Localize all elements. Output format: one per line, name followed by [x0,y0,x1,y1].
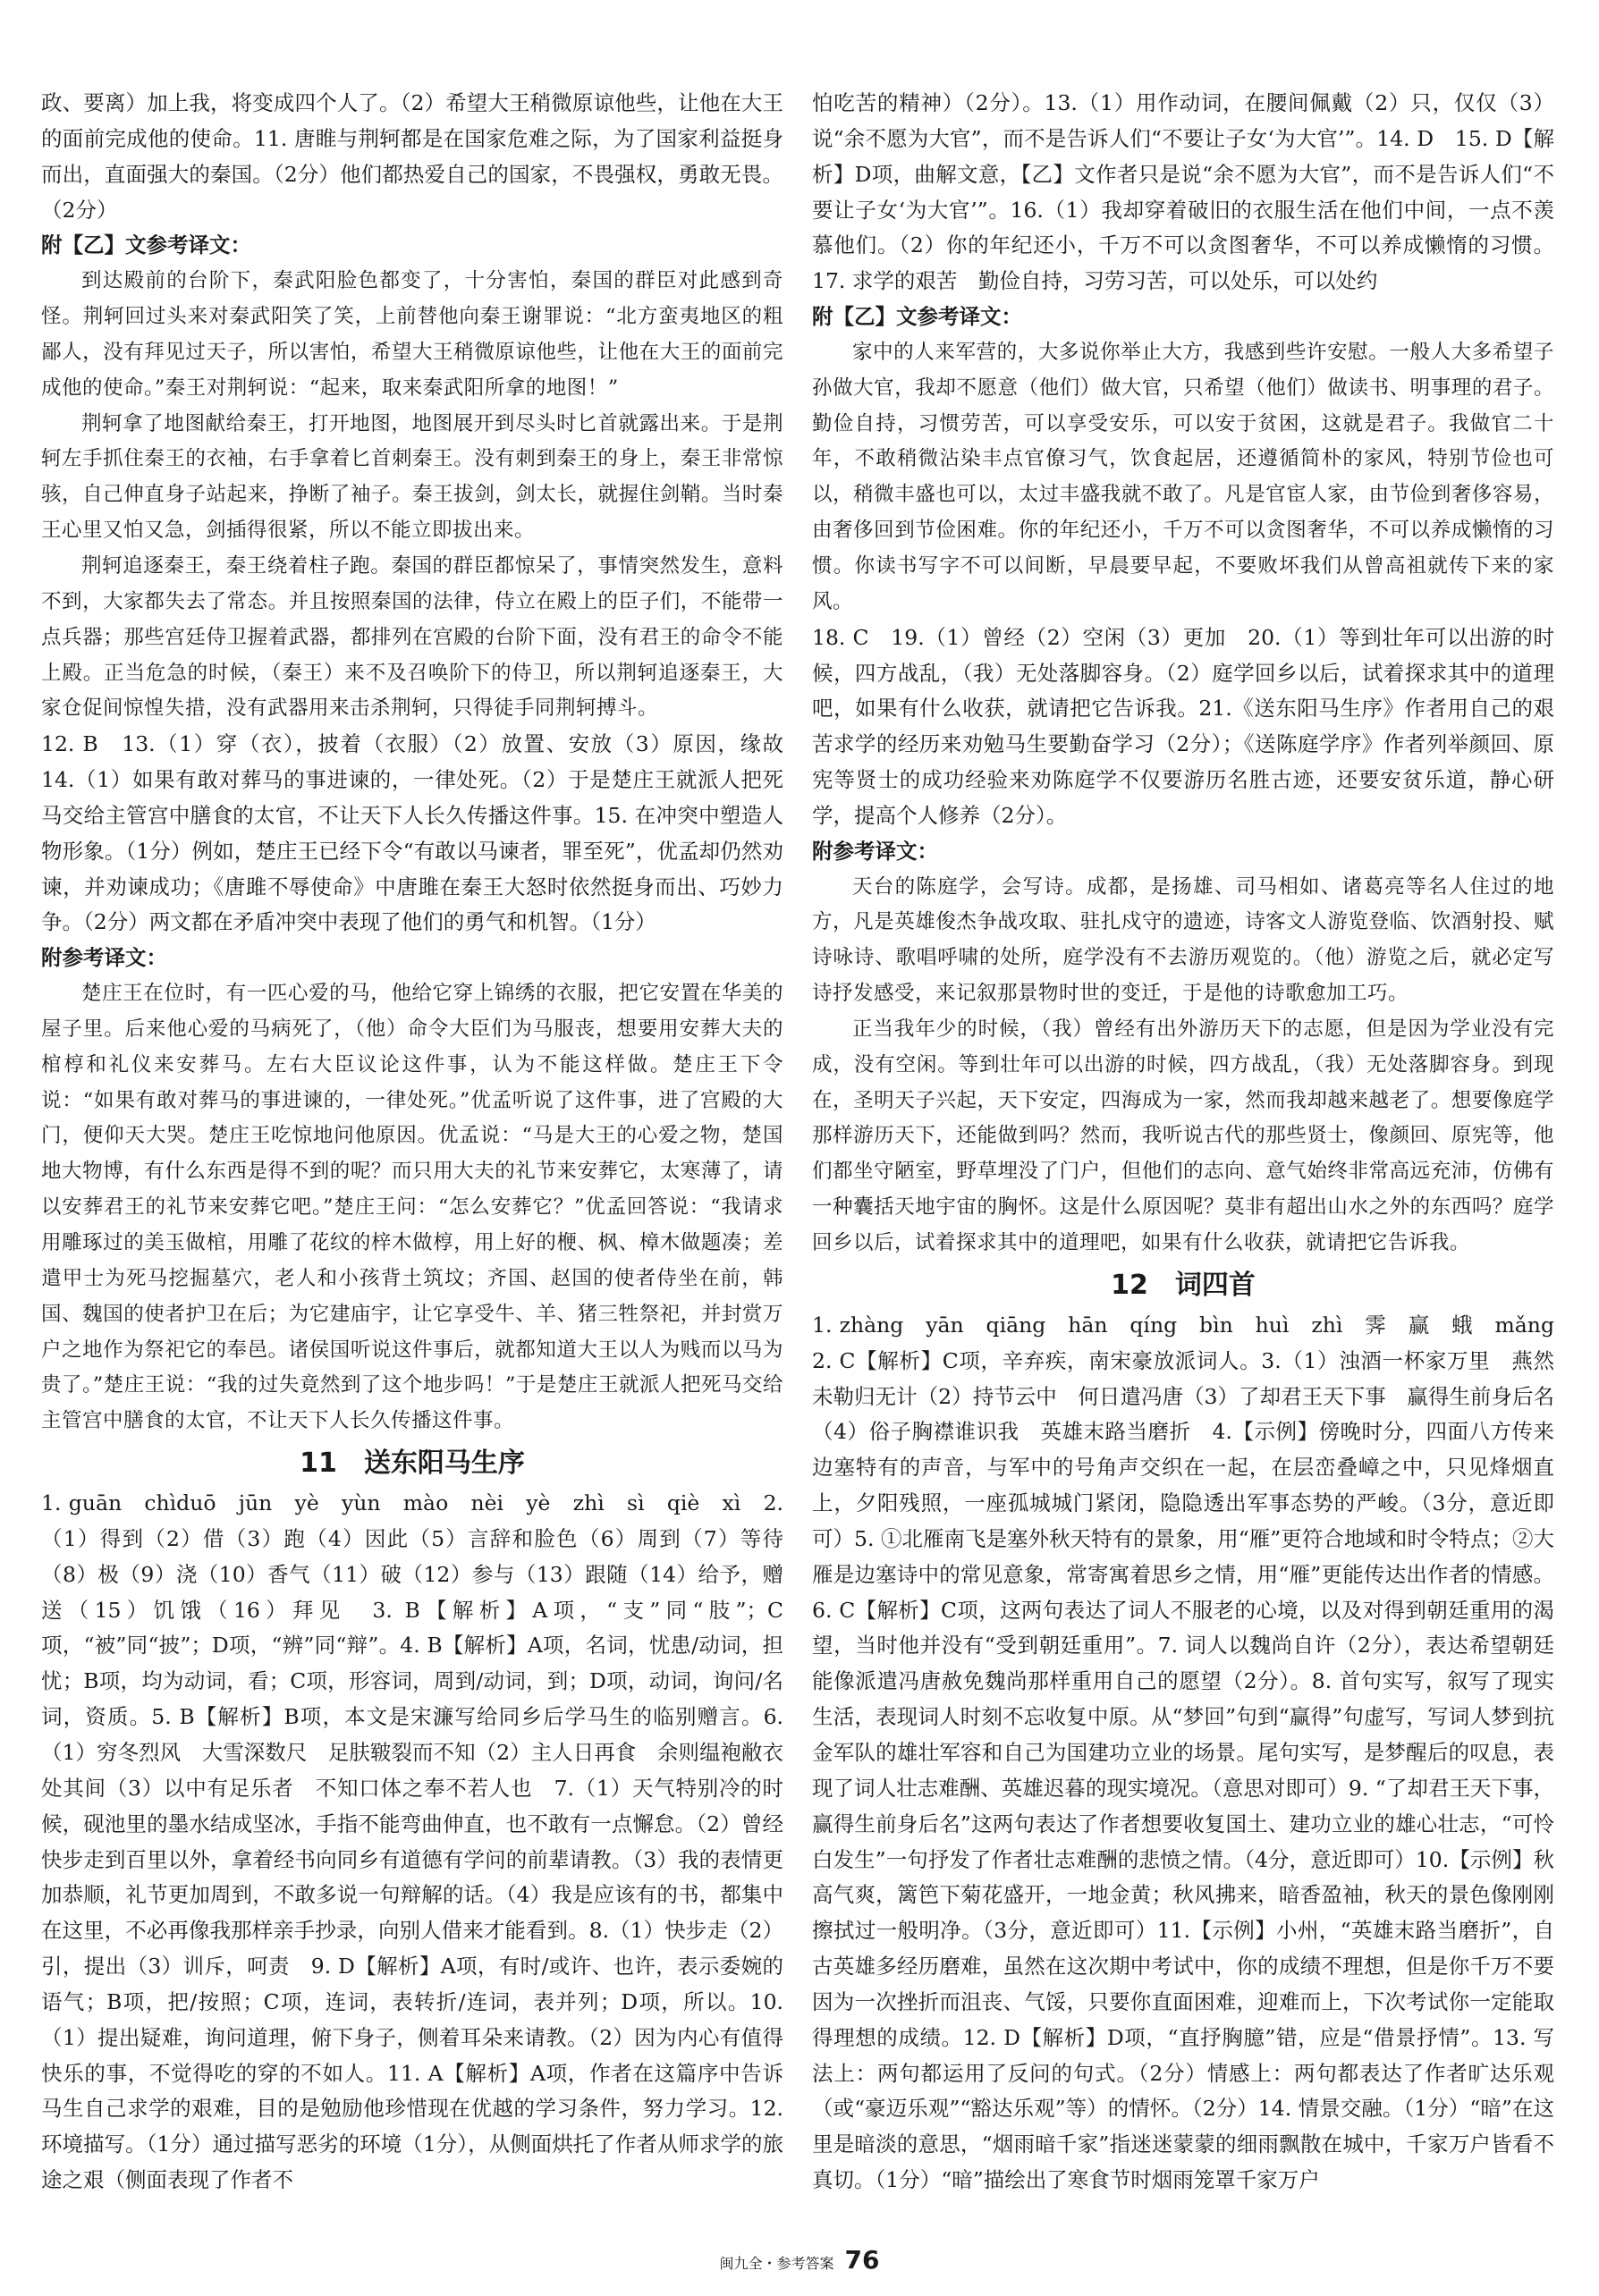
translation-heading: 附参考译文： [812,838,938,864]
translation-block [812,335,1554,620]
answer-paragraph: 1. guān chìduō jūn yè yùn mào nèi yè zhì sì qiè xì 2.（1）得到（2）借（3）跑（4）因此（5）言辞和脸色（6）周到（7）等待（8）极（9）浇（10）香气（11）破（12）参与（13）跟随（14）给予，赠送（15）饥饿（16）拜见 3. B【解析】A项，“支”同“肢”；C项，“被”同“披”；D项，“辨”同“辩”。4. B【解析】A项，名词，忧患/动词，担忧；B项，均为动词，看；C项，形容词，周到/动词，到；D项，动词，询问/名词，资质。5. B【解析】B项，本文是宋濂写给同乡后学马生的临别赠言。6.（1）穷冬烈风 大雪深数尺 足肤皲裂而不知（2）主人日再食 余则缊袍敝衣处其间（3）以中有足乐者 不知口体之奉不若人也 7.（1）天气特别冷的时候，砚池里的墨水结成坚冰，手指不能弯曲伸直，也不敢有一点懈怠。（2）曾经快步走到百里以外，拿着经书向同乡有道德有学问的前辈请教。（3）我的表情更加恭顺，礼节更加周到，不敢多说一句辩解的话。（4）我是应该有的书，都集中在这里，不必再像我那样亲手抄录，向别人借来才能看到。8.（1）快步走（2）引，提出（3）训斥，呵责 9. D【解析】A项，有时/或许、也许，表示委婉的语气；B项，把/按照；C项，连词，表转折/连词，表并列；D项，所以。10.（1）提出疑难，询问道理，俯下身子，侧着耳朵来请教。（2）因为内心有值得快乐的事，不觉得吃的穿的不如人。11. A【解析】A项，作者在这篇序中告诉马生自己求学的艰难，目的是勉励他珍惜现在优越的学习条件，努力学习。12. 环境描写。（1分）通过描写恶劣的环境（1分），从侧面烘托了作者从师求学的旅途之艰（侧面表现了作者不 [41,1490,783,2193]
translation-paragraph: 天台的陈庭学，会写诗。成都，是扬雄、司马相如、诸葛亮等名人住过的地方，凡是英雄俊杰争战攻取、驻扎戍守的遗迹，诗客文人游览登临、饮酒射投、赋诗咏诗、歌唱呼啸的处所，庭学没有不去游历观览的。（他）游览之后，就必定写诗抒发感受，来记叙那景物时世的变迁，于是他的诗歌愈加工巧。 [812,874,1554,1006]
page-footer [0,2242,1599,2282]
translation-paragraph: 荆轲追逐秦王，秦王绕着柱子跑。秦国的群臣都惊呆了，事情突然发生，意料不到，大家都失去了常态。并且按照秦国的法律，侍立在殿上的臣子们，不能带一点兵器；那些宫廷侍卫握着武器，都排列在宫殿的台阶下面，没有君王的命令不能上殿。正当危急的时候，（秦王）来不及召唤阶下的侍卫，所以荆轲追逐秦王，大家仓促间惊惶失措，没有武器用来击杀荆轲，只得徒手同荆轲搏斗。 [41,553,783,721]
left-column [41,86,805,2199]
translation-paragraph: 楚庄王在位时，有一匹心爱的马，他给它穿上锦绣的衣服，把它安置在华美的屋子里。后来他心爱的马病死了，（他）命令大臣们为马服丧，想要用安葬大夫的棺椁和礼仪来安葬马。左右大臣议论这件事，认为不能这样做。楚庄王下令说：“如果有敢对葬马的事进谏的，一律处死。”优孟听说了这件事，进了宫殿的大门，便仰天大哭。楚庄王吃惊地问他原因。优孟说：“马是大王的心爱之物，楚国地大物博，有什么东西是得不到的呢？而只用大夫的礼节来安葬它，太寒薄了，请以安葬君王的礼节来安葬它吧。”楚庄王问：“怎么安葬它？”优孟回答说：“我请求用雕琢过的美玉做棺，用雕了花纹的梓木做椁，用上好的楩、枫、樟木做题凑；差遣甲士为死马挖掘墓穴，老人和小孩背土筑坟；齐国、赵国的使者侍坐在前，韩国、魏国的使者护卫在后；为它建庙宇，让它享受牛、羊、猪三牲祭祀，并封赏万户之地作为祭祀它的奉邑。诸侯国听说这件事后，就都知道大王以人为贱而以马为贵了。”楚庄王说：“我的过失竟然到了这个地步吗！”于是楚庄王就派人把死马交给主管宫中膳食的太官，不让天下人长久传播这件事。 [41,982,783,1433]
translation-heading: 附【乙】文参考译文： [812,304,1022,330]
answer-paragraph: 怕吃苦的精神）（2分）。13.（1）用作动词，在腰间佩戴（2）只，仅仅（3）说“余不愿为大官”，而不是告诉人们“不要让子女‘为大官’”。14. D 15. D【解析】D项，曲解文意，【乙】文作者只是说“余不愿为大官”，而不是告诉人们“不要让子女‘为大官’”。16.（1）我却穿着破旧的衣服生活在他们中间，一点不羡慕他们。（2）你的年纪还小，千万不可以贪图奢华，不可以养成懒惰的习惯。17. 求学的艰苦 勤俭自持，习劳习苦，可以处乐，可以处约 [812,90,1554,294]
answer-paragraph: 12. B 13.（1）穿（衣），披着（衣服）（2）放置、安放（3）原因，缘故 14.（1）如果有敢对葬马的事进谏的，一律处死。（2）于是楚庄王就派人把死马交给主管宫中膳食的太官，不让天下人长久传播这件事。15. 在冲突中塑造人物形象。（1分）例如，楚庄王已经下令“有敢以马谏者，罪至死”，优孟却仍然劝谏，并劝谏成功；《唐雎不辱使命》中唐雎在秦王大怒时依然挺身而出、巧妙力争。（2分）两文都在矛盾冲突中表现了他们的勇气和机智。（1分） [41,731,805,935]
section-title: 12 词四首 [1111,1269,1256,1301]
translation-heading: 附参考译文： [41,945,167,971]
right-column [812,86,1576,2199]
section-title: 11 送东阳马生序 [300,1448,525,1480]
answer-paragraph: 18. C 19.（1）曾经（2）空闲（3）更加 20.（1）等到壮年可以出游的时候，四方战乱，（我）无处落脚容身。（2）庭学回乡以后，试着探求其中的道理吧，如果有什么收获，就请把它告诉我。21.《送东阳马生序》作者用自己的艰苦求学的经历来劝勉马生要勤奋学习（2分）；《送陈庭学序》作者列举颜回、原宪等贤士的成功经验来劝陈庭学不仅要游历名胜古迹，还要安贫乐道，静心研学，提高个人修养（2分）。 [812,624,1554,828]
translation-paragraph: 家中的人来军营的，大多说你举止大方，我感到些许安慰。一般人大多希望子孙做大官，我却不愿意（他们）做大官，只希望（他们）做读书、明事理的君子。勤俭自持，习惯劳苦，可以享受安乐，可以安于贫困，这就是君子。我做官二十年，不敢稍微沾染丰点官僚习气，饮食起居，还遵循简朴的家风，特别节俭也可以，稍微丰盛也可以，太过丰盛我就不敢了。凡是官宦人家，由节俭到奢侈容易，由奢侈回到节俭困难。你的年纪还小，千万不可以贪图奢华，不可以养成懒惰的习惯。你读书写字不可以间断，早晨要早起，不要败坏我们从曾高祖就传下来的家风。 [812,340,1554,613]
translation-paragraph: 正当我年少的时候，（我）曾经有出外游历天下的志愿，但是因为学业没有完成，没有空闲。等到壮年可以出游的时候，四方战乱，（我）无处落脚容身。到现在，圣明天子兴起，天下安定，四海成为一家，然而我却越来越老了。想要像庭学那样游历天下，还能做到吗？然而，我听说古代的那些贤士，像颜回、原宪等，他们都坐守陋室，野草埋没了门户，但他们的志向、意气始终非常高远充沛，仿佛有一种囊括天地宇宙的胸怀。这是什么原因呢？莫非有超出山水之外的东西吗？庭学回乡以后，试着探求其中的道理吧，如果有什么收获，就请把它告诉我。 [812,1017,1554,1254]
translation-block [812,870,1554,1012]
translation-block [41,264,783,406]
answer-paragraph: 1. zhàng yān qiāng hān qíng bìn huì zhì 霁 赢 蛾 mǎng 2. C【解析】C项，辛弃疾，南宋豪放派词人。3.（1）浊酒一杯家万里 燕然未勒归无计（2）持节云中 何日遣冯唐（3）了却君王天下事 赢得生前身后名（4）俗子胸襟谁识我 英雄末路当磨折 4.【示例】傍晚时分，四面八方传来边塞特有的声音，与军中的号角声交织在一起，在层峦叠嶂之中，只见烽烟直上，夕阳残照，一座孤城城门紧闭，隐隐透出军事态势的严峻。（3分，意近即可）5. ①北雁南飞是塞外秋天特有的景象，用“雁”更符合地域和时令特点；②大雁是边塞诗中的常见意象，常寄寓着思乡之情，用“雁”更能传达出作者的情感。6. C【解析】C项，这两句表达了词人不服老的心境，以及对得到朝廷重用的渴望，当时他并没有“受到朝廷重用”。7. 词人以魏尚自许（2分），表达希望朝廷能像派遣冯唐赦免魏尚那样重用自己的愿望（2分）。8. 首句实写，叙写了现实生活，表现词人时刻不忘收复中原。从“梦回”句到“赢得”句虚写，写词人梦到抗金军队的雄壮军容和自己为国建功立业的场景。尾句实写，是梦醒后的叹息，表现了词人壮志难酬、英雄迟暮的现实境况。（意思对即可）9. “了却君王天下事，赢得生前身后名”这两句表达了作者想要收复国土、建功立业的雄心壮志，“可怜白发生”一句抒发了作者壮志难酬的悲愤之情。（4分，意近即可）10.【示例】秋高气爽，篱笆下菊花盛开，一地金黄；秋风拂来，暗香盈袖，秋天的景色像刚刚擦拭过一般明净。（3分，意近即可）11.【示例】小州，“英雄末路当磨折”，自古英雄多经历磨难，虽然在这次期中考试中，你的成绩不理想，但是你千万不要因为一次挫折而沮丧、气馁，只要你直面困难，迎难而上，下次考试你一定能取得理想的成绩。12. D【解析】D项，“直抒胸臆”错，应是“借景抒情”。13. 写法上：两句都运用了反问的句式。（2分）情感上：两句都表达了作者旷达乐观（或“豪迈乐观”“豁达乐观”等）的情怀。（2分）14. 情景交融。（1分）“暗”在这里是暗淡的意思，“烟雨暗千家”指迷迷蒙蒙的细雨飘散在城中，千家万户皆看不真切。（1分）“暗”描绘出了寒食节时烟雨笼罩千家万户 [812,1312,1576,2193]
translation-block [812,1012,1554,1262]
translation-block [41,976,783,1439]
translation-paragraph: 到达殿前的台阶下，秦武阳脸色都变了，十分害怕，秦国的群臣对此感到奇怪。荆轲回过头来对秦武阳笑了笑，上前替他向秦王谢罪说：“北方蛮夷地区的粗鄙人，没有拜见过天子，所以害怕，希望大王稍微原谅他些，让他在大王的面前完成他的使命。”秦王对荆轲说：“起来，取来秦武阳所拿的地图！” [41,269,783,400]
answer-paragraph: 政、要离）加上我，将变成四个人了。（2）希望大王稍微原谅他些，让他在大王的面前完成他的使命。11. 唐睢与荆轲都是在国家危难之际，为了国家利益挺身而出，直面强大的秦国。（2分）他们都热爱自己的国家，不畏强权，勇敢无畏。（2分） [41,90,783,223]
footer-label: 闽九全・参考答案 [719,2255,834,2272]
translation-block [41,407,783,549]
translation-paragraph: 荆轲拿了地图献给秦王，打开地图，地图展开到尽头时匕首就露出来。于是荆轲左手抓住秦王的衣袖，右手拿着匕首刺秦王。没有刺到秦王的身上，秦王非常惊骇，自己伸直身子站起来，挣断了袖子。秦王拔剑，剑太长，就握住剑鞘。当时秦王心里又怕又急，剑插得很紧，所以不能立即拔出来。 [41,411,783,543]
translation-heading: 附【乙】文参考译文： [41,232,251,258]
page-number: 76 [844,2245,880,2275]
translation-block [41,549,783,727]
